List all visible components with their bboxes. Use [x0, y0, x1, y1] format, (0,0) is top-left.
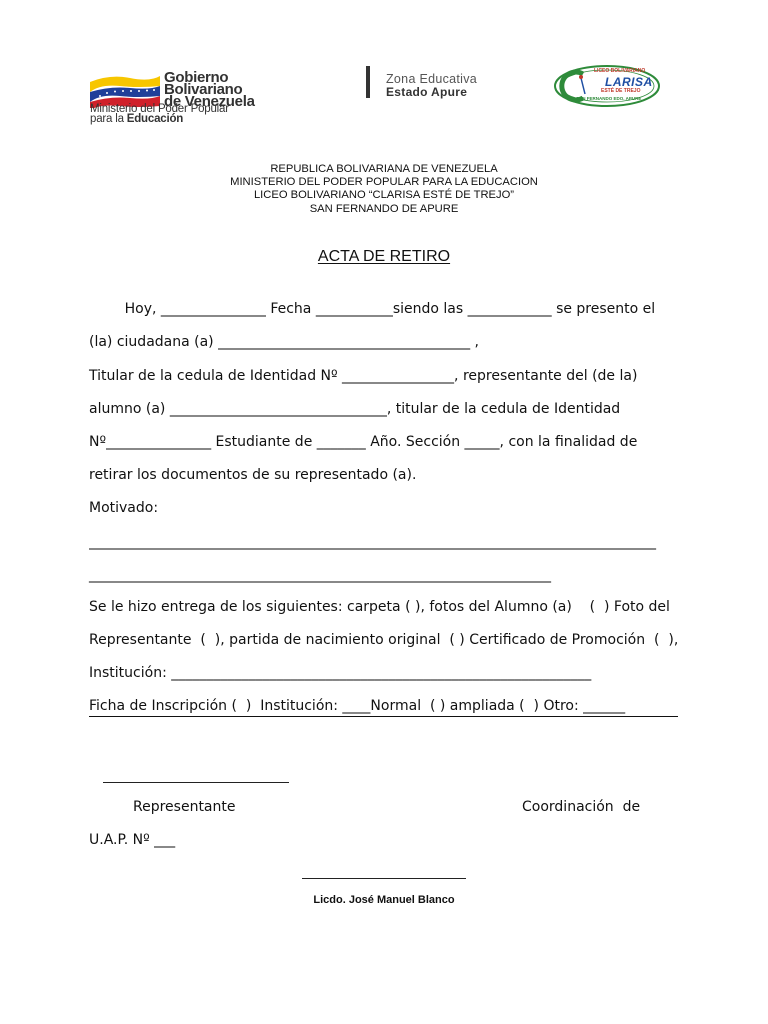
body-line-10: Se le hizo entrega de los siguientes: carpeta ( ), fotos del Alumno (a) ( ) Foto del — [89, 599, 670, 615]
coordinacion-label: Coordinación de — [522, 799, 641, 815]
representante-label: Representante — [133, 799, 236, 815]
body-line-2: (la) ciudadana (a) ____________________________________ , — [89, 334, 479, 350]
motivado-label: Motivado: — [89, 500, 159, 516]
zona-educativa-logo — [364, 66, 534, 100]
zona-divider — [366, 66, 370, 98]
body-line-3: Titular de la cedula de Identidad Nº ________________, representante del (de la) — [89, 368, 638, 384]
document-title: ACTA DE RETIRO — [317, 248, 451, 265]
body-line-1: Hoy, _______________ Fecha ___________siendo las ____________ se presento el — [89, 301, 656, 317]
body-line-11: Representante ( ), partida de nacimiento original ( ) Certificado de Promoción ( ), — [89, 632, 679, 648]
gobierno-logo — [88, 66, 312, 125]
body-line-5: Nº_______________ Estudiante de _______ Año. Sección _____, con la finalidad de — [89, 434, 638, 450]
zona-line2: Estado Apure — [386, 85, 468, 99]
seal-name-text: LARISA — [605, 75, 653, 89]
institution-header — [0, 163, 768, 216]
gobierno-line3: de Venezuela — [164, 93, 255, 110]
seal-bottom-text: SAN FERNANDO EDO. APURE — [576, 96, 642, 101]
institution-line: REPUBLICA BOLIVARIANA DE VENEZUELA — [270, 163, 498, 175]
ministerio-subtitle — [90, 104, 229, 124]
body-line-4: alumno (a) _______________________________, titular de la cedula de Identidad — [89, 401, 621, 417]
body-line-13: Ficha de Inscripción ( ) Institución: ____Normal ( ) ampliada ( ) Otro: ______ — [89, 696, 678, 717]
motivado-line-2: __________________________________________________________________ — [89, 567, 551, 583]
gobierno-line1: Gobierno — [164, 69, 229, 86]
motivado-line-1: _________________________________________________________________________________ — [89, 534, 656, 550]
zona-line1: Zona Educativa — [386, 72, 478, 86]
body-line-6: retirar los documentos de su representado (a). — [89, 467, 417, 483]
institution-line: LICEO BOLIVARIANO “CLARISA ESTÉ DE TREJO” — [253, 189, 515, 202]
institution-line: SAN FERNANDO DE APURE — [309, 202, 459, 215]
institution-line: MINISTERIO DEL PODER POPULAR PARA LA EDUCACION — [230, 176, 538, 189]
seal-top-text: LICEO BOLIVARIANO — [594, 68, 646, 74]
uap-label: U.A.P. Nº ___ — [89, 832, 176, 848]
gobierno-line2: Bolivariano — [164, 81, 243, 98]
ministerio-line1: Ministerio del Poder Popular — [90, 103, 229, 115]
representante-signature-line — [103, 782, 289, 783]
seal-sub-text: ESTÉ DE TREJO — [601, 88, 641, 94]
coordinador-name: Licdo. José Manuel Blanco — [313, 894, 455, 906]
ministerio-line2: para la Educación — [90, 113, 184, 125]
body-line-12: Institución: ____________________________________________________________ — [89, 665, 592, 681]
coordinador-signature-line — [302, 878, 466, 879]
